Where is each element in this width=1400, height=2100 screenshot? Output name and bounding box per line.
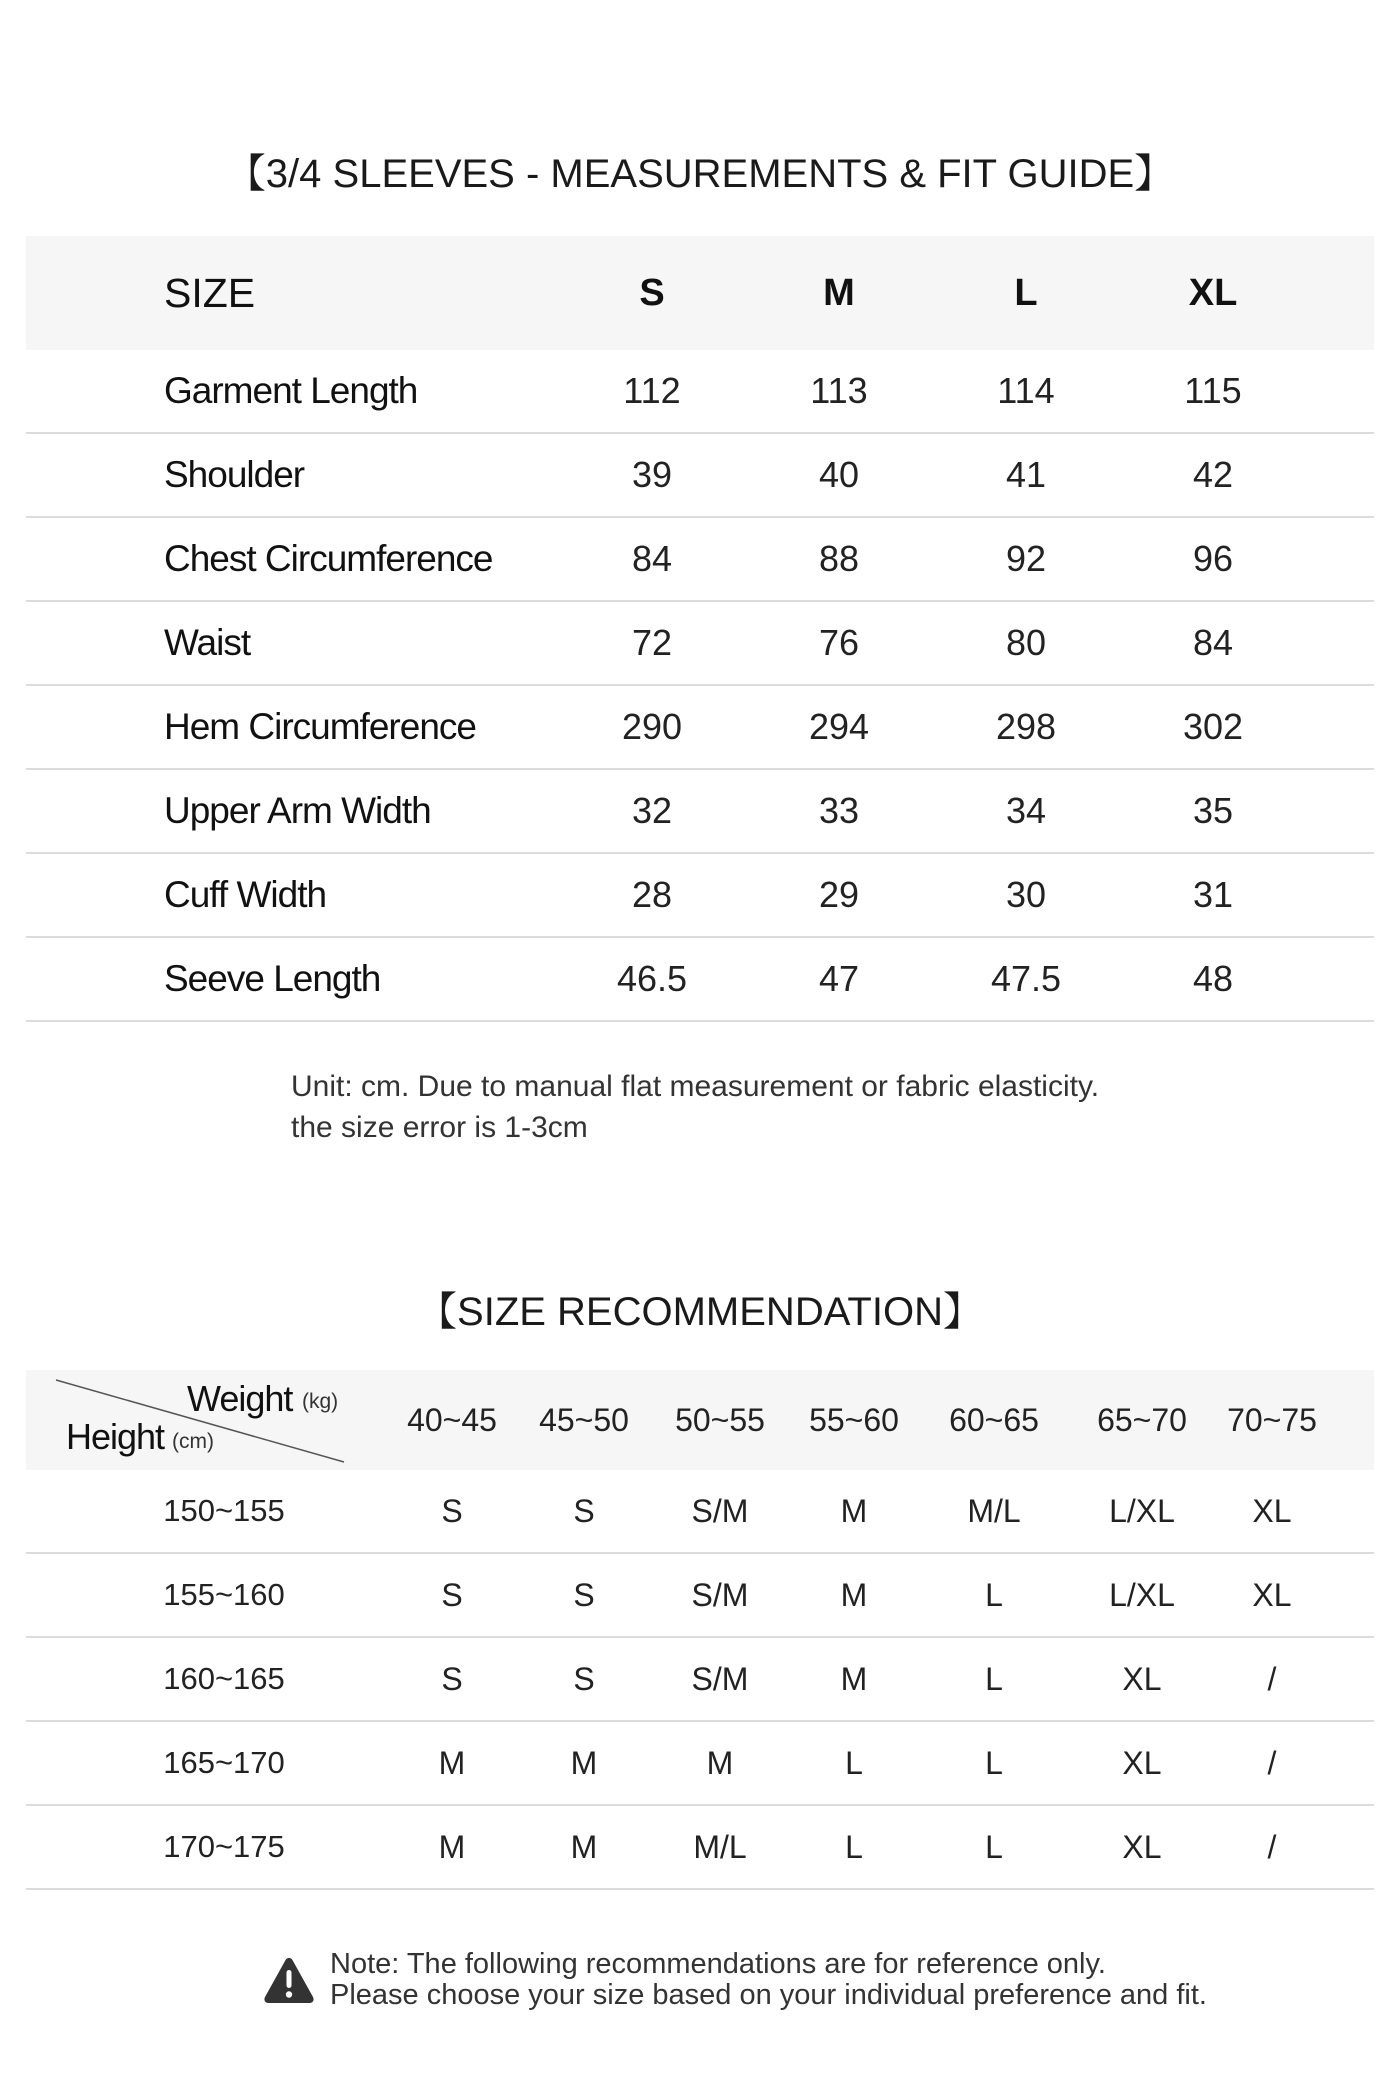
table-row (26, 854, 1374, 938)
note-line-2: Please choose your size based on your individual preference and fit. (330, 1979, 1207, 2011)
table-cell: 115 (1184, 370, 1242, 411)
size-cell: L (845, 1744, 863, 1781)
row-label: Chest Circumference (164, 538, 493, 579)
size-cell: L (985, 1576, 1003, 1613)
table-cell: 112 (623, 370, 681, 411)
table-row (26, 1722, 1374, 1806)
table-cell: 294 (808, 706, 870, 747)
table-cell: 28 (631, 874, 673, 915)
table-cell: 113 (810, 370, 868, 411)
size-cell: L (845, 1828, 863, 1865)
table-cell: 302 (1182, 706, 1244, 747)
table-cell: 84 (1192, 622, 1234, 663)
size-cell: M (840, 1576, 868, 1613)
table-cell: 80 (1005, 622, 1047, 663)
unit-note-line-1: Unit: cm. Due to manual flat measurement or fabric elasticity. (291, 1070, 1100, 1103)
size-header-l: L (1014, 271, 1038, 314)
size-cell: XL (1122, 1660, 1162, 1697)
weight-unit: (kg) (302, 1390, 339, 1413)
table-row (26, 1638, 1374, 1722)
table-cell: 32 (631, 790, 673, 831)
weight-header: 45~50 (539, 1401, 629, 1438)
recommendation-header-row (26, 1370, 1374, 1470)
size-cell: XL (1252, 1492, 1292, 1529)
table-cell: 29 (818, 874, 860, 915)
size-cell: M (840, 1492, 868, 1529)
table-row (26, 350, 1374, 434)
size-cell: S (573, 1492, 595, 1529)
size-cell: S/M (691, 1660, 749, 1697)
size-cell: / (1267, 1744, 1277, 1781)
note-line-1: Note: The following recommendations are for reference only. (330, 1948, 1106, 1980)
table-cell: 33 (818, 790, 860, 831)
table-row (26, 938, 1374, 1022)
table-cell: 290 (621, 706, 683, 747)
table-cell: 30 (1005, 874, 1047, 915)
row-label: Waist (164, 622, 251, 663)
note-text (330, 1949, 1207, 2011)
weight-header: 50~55 (675, 1401, 765, 1438)
table-row (26, 686, 1374, 770)
weight-header: 60~65 (949, 1401, 1039, 1438)
size-header-s: S (639, 271, 665, 314)
table-cell: 34 (1005, 790, 1047, 831)
size-cell: M/L (693, 1828, 747, 1865)
size-cell: XL (1122, 1744, 1162, 1781)
size-cell: M (840, 1660, 868, 1697)
table-cell: 47 (818, 958, 860, 999)
height-label: Height (66, 1416, 165, 1457)
table-cell: 35 (1192, 790, 1234, 831)
table-cell: 31 (1192, 874, 1234, 915)
height-range: 155~160 (163, 1577, 285, 1612)
size-cell: L/XL (1109, 1576, 1175, 1613)
size-cell: L (985, 1660, 1003, 1697)
height-range: 170~175 (163, 1829, 285, 1864)
measurements-header-row (26, 236, 1374, 350)
table-cell: 76 (818, 622, 860, 663)
size-cell: XL (1252, 1576, 1292, 1613)
table-cell: 47.5 (990, 958, 1062, 999)
size-cell: M (438, 1744, 466, 1781)
row-label: Garment Length (164, 370, 418, 411)
table-cell: 39 (631, 454, 673, 495)
measurement-unit-note (291, 1066, 1099, 1148)
table-cell: 298 (995, 706, 1057, 747)
size-cell: S (573, 1660, 595, 1697)
weight-header: 40~45 (407, 1401, 497, 1438)
size-cell: M (438, 1828, 466, 1865)
table-cell: 46.5 (616, 958, 688, 999)
size-header-m: M (823, 271, 855, 314)
table-row (26, 602, 1374, 686)
table-row (26, 434, 1374, 518)
size-cell: S/M (691, 1492, 749, 1529)
height-range: 160~165 (163, 1661, 285, 1696)
row-label: Cuff Width (164, 874, 327, 915)
row-label: Seeve Length (164, 958, 381, 999)
table-cell: 41 (1005, 454, 1047, 495)
table-cell: 72 (631, 622, 673, 663)
height-range: 150~155 (163, 1493, 285, 1528)
size-header-label: SIZE (164, 269, 256, 316)
weight-label: Weight (187, 1378, 293, 1419)
table-cell: 88 (818, 538, 860, 579)
size-cell: S (441, 1576, 463, 1613)
recommendation-title: 【SIZE RECOMMENDATION】 (417, 1290, 983, 1334)
table-cell: 114 (997, 370, 1055, 411)
table-cell: 40 (818, 454, 860, 495)
size-cell: L (985, 1744, 1003, 1781)
table-cell: 42 (1192, 454, 1234, 495)
row-label: Upper Arm Width (164, 790, 431, 831)
size-cell: L/XL (1109, 1492, 1175, 1529)
size-header-xl: XL (1188, 271, 1238, 314)
table-row (26, 518, 1374, 602)
size-cell: / (1267, 1828, 1277, 1865)
size-cell: L (985, 1828, 1003, 1865)
table-row (26, 1554, 1374, 1638)
size-cell: / (1267, 1660, 1277, 1697)
measurements-title: 【3/4 SLEEVES - MEASUREMENTS & FIT GUIDE】 (225, 152, 1175, 196)
warning-icon (262, 1955, 316, 2005)
table-row (26, 1806, 1374, 1890)
table-row (26, 770, 1374, 854)
table-cell: 84 (631, 538, 673, 579)
size-cell: M (570, 1744, 598, 1781)
table-cell: 96 (1192, 538, 1234, 579)
recommendation-note (262, 1945, 1207, 2015)
height-unit: (cm) (172, 1430, 214, 1453)
weight-header: 65~70 (1097, 1401, 1187, 1438)
size-cell: S (441, 1660, 463, 1697)
row-label: Shoulder (164, 454, 305, 495)
recommendation-table (26, 1370, 1374, 1890)
size-cell: S/M (691, 1576, 749, 1613)
size-cell: M (570, 1828, 598, 1865)
size-cell: M/L (967, 1492, 1021, 1529)
table-cell: 48 (1192, 958, 1234, 999)
table-row (26, 1470, 1374, 1554)
row-label: Hem Circumference (164, 706, 476, 747)
size-cell: S (441, 1492, 463, 1529)
measurements-table (26, 236, 1374, 1022)
weight-header: 55~60 (809, 1401, 899, 1438)
table-cell: 92 (1005, 538, 1047, 579)
size-cell: XL (1122, 1828, 1162, 1865)
height-range: 165~170 (163, 1745, 285, 1780)
unit-note-line-2: the size error is 1-3cm (291, 1111, 588, 1144)
weight-height-corner-cell (26, 1370, 366, 1470)
size-cell: M (706, 1744, 734, 1781)
weight-header: 70~75 (1227, 1401, 1317, 1438)
size-cell: S (573, 1576, 595, 1613)
